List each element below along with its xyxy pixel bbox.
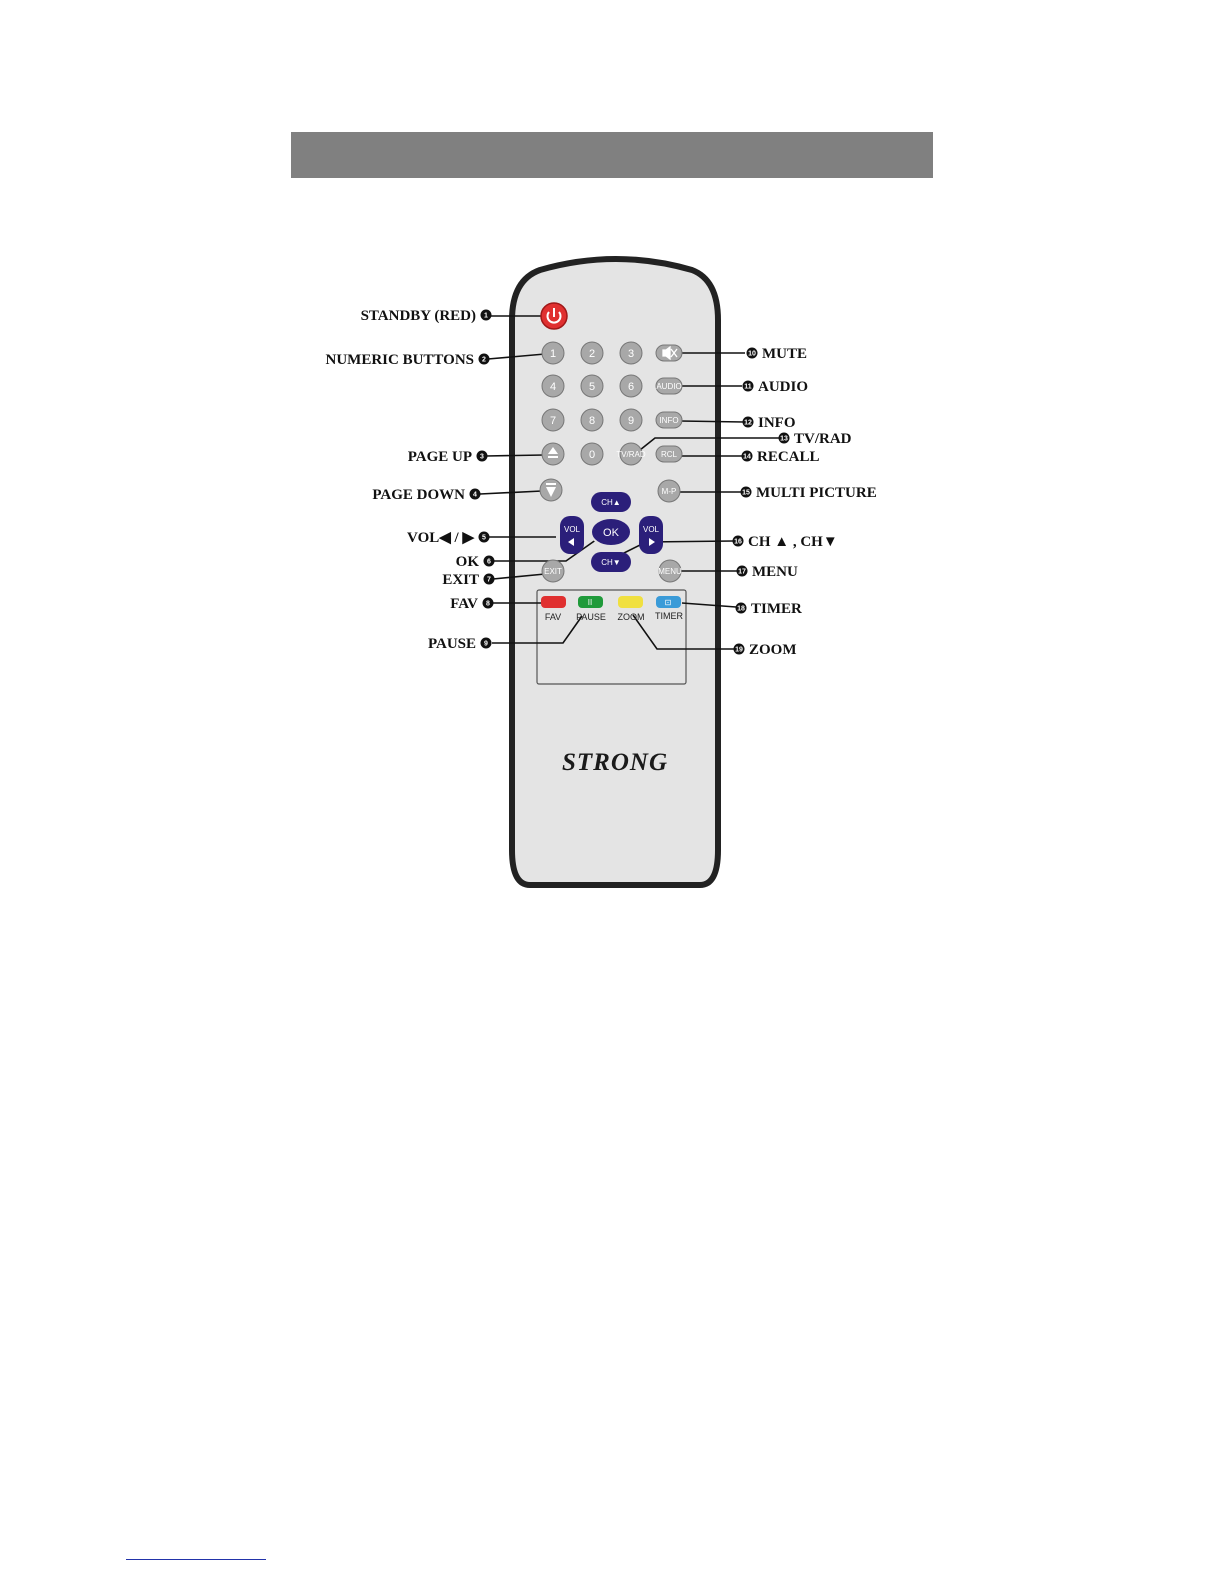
key-label-0: 0 (588, 449, 596, 461)
callout-13 (779, 431, 852, 447)
callout-label-4: PAGE DOWN (372, 487, 465, 503)
color-key-label-timer: TIMER (655, 611, 683, 621)
callout-label-9: PAUSE (427, 636, 476, 652)
callout-number-17: 17 (738, 568, 746, 576)
callout-number-19: 19 (735, 646, 743, 654)
callout-4 (372, 487, 480, 503)
key-label-ch-down: CH▼ (601, 558, 621, 567)
vol-right-button[interactable] (639, 516, 663, 554)
callout-number-12: 12 (744, 419, 752, 427)
key-label-ch-up: CH▲ (601, 498, 621, 507)
callout-9 (428, 636, 492, 652)
callout-8 (450, 596, 493, 612)
callout-number-18: 18 (737, 605, 745, 613)
callout-7 (442, 572, 494, 588)
callout-label-11: AUDIO (758, 379, 809, 395)
callout-1 (361, 308, 492, 324)
key-label-tvrad: TV/RAD (616, 450, 646, 459)
key-label-audio: AUDIO (656, 382, 682, 391)
callout-5 (407, 530, 489, 546)
callout-number-7: 7 (487, 576, 491, 584)
callout-label-10: MUTE (762, 346, 807, 362)
key-label-1: 1 (549, 348, 557, 360)
key-label-menu: MENU (658, 567, 682, 576)
callout-label-17: MENU (752, 564, 798, 580)
callout-16 (733, 534, 838, 550)
callout-number-16: 16 (734, 538, 742, 546)
callout-11 (743, 379, 809, 395)
key-label-info: INFO (659, 416, 679, 425)
callout-number-4: 4 (473, 491, 477, 499)
callout-number-3: 3 (480, 453, 484, 461)
callout-17 (737, 564, 798, 580)
callout-label-8: FAV (450, 596, 478, 612)
callout-label-16: CH ▲ , CH▼ (748, 534, 838, 550)
callout-number-11: 11 (744, 383, 752, 391)
key-label-5: 5 (588, 381, 596, 393)
callout-label-3: PAGE UP (407, 449, 472, 465)
key-label-7: 7 (549, 415, 557, 427)
callout-label-2: NUMERIC BUTTONS (325, 352, 474, 368)
callout-number-15: 15 (742, 489, 750, 497)
key-label-4: 4 (549, 381, 557, 393)
callout-10 (747, 346, 808, 362)
callout-number-5: 5 (482, 534, 486, 542)
callout-2 (326, 352, 490, 368)
key-label-6: 6 (627, 381, 635, 393)
footer-rule (126, 1559, 266, 1560)
callout-label-18: TIMER (751, 601, 802, 617)
callout-label-12: INFO (758, 415, 796, 431)
callout-number-10: 10 (748, 350, 756, 358)
callout-label-1: STANDBY (RED) (360, 308, 476, 324)
key-label-8: 8 (588, 415, 596, 427)
vol-left-button[interactable] (560, 516, 584, 554)
timer-icon: ⊡ (664, 598, 672, 607)
callout-label-19: ZOOM (749, 642, 797, 658)
callout-label-14: RECALL (757, 449, 820, 465)
callout-label-5: VOL◀ / ▶ (407, 530, 474, 546)
callout-number-8: 8 (486, 600, 490, 608)
callout-number-2: 2 (482, 356, 486, 364)
callout-number-1: 1 (484, 312, 488, 320)
key-label-2: 2 (588, 348, 596, 360)
callout-number-6: 6 (487, 558, 491, 566)
callout-14 (742, 449, 820, 465)
callout-label-15: MULTI PICTURE (756, 485, 877, 501)
callout-3 (408, 449, 488, 465)
callout-label-13: TV/RAD (794, 431, 852, 447)
color-key-label-zoom: ZOOM (617, 612, 645, 622)
callout-number-13: 13 (780, 435, 788, 443)
key-label-rcl: RCL (660, 450, 678, 459)
callout-6 (456, 554, 495, 570)
color-key-label-fav: FAV (544, 612, 562, 622)
callout-label-7: EXIT (442, 572, 479, 588)
callout-label-6: OK (455, 554, 479, 570)
key-label-ok: OK (603, 527, 619, 539)
key-label-mp: M-P (661, 487, 677, 496)
standby-button[interactable] (541, 303, 567, 329)
key-label-3: 3 (627, 348, 635, 360)
callout-number-9: 9 (484, 640, 488, 648)
key-label-vol-left: VOL (563, 525, 581, 534)
callout-15 (741, 485, 877, 501)
fav-button[interactable] (541, 596, 566, 608)
callout-12 (743, 415, 796, 431)
callout-number-14: 14 (743, 453, 751, 461)
key-label-exit: EXIT (544, 567, 562, 576)
brand-logo: STRONG (561, 749, 669, 776)
callout-18 (736, 601, 803, 617)
pause-icon: II (587, 598, 593, 607)
color-key-label-pause: PAUSE (576, 612, 606, 622)
callout-19 (734, 642, 797, 658)
key-label-9: 9 (627, 415, 635, 427)
key-label-vol-right: VOL (642, 525, 660, 534)
zoom-button[interactable] (618, 596, 643, 608)
